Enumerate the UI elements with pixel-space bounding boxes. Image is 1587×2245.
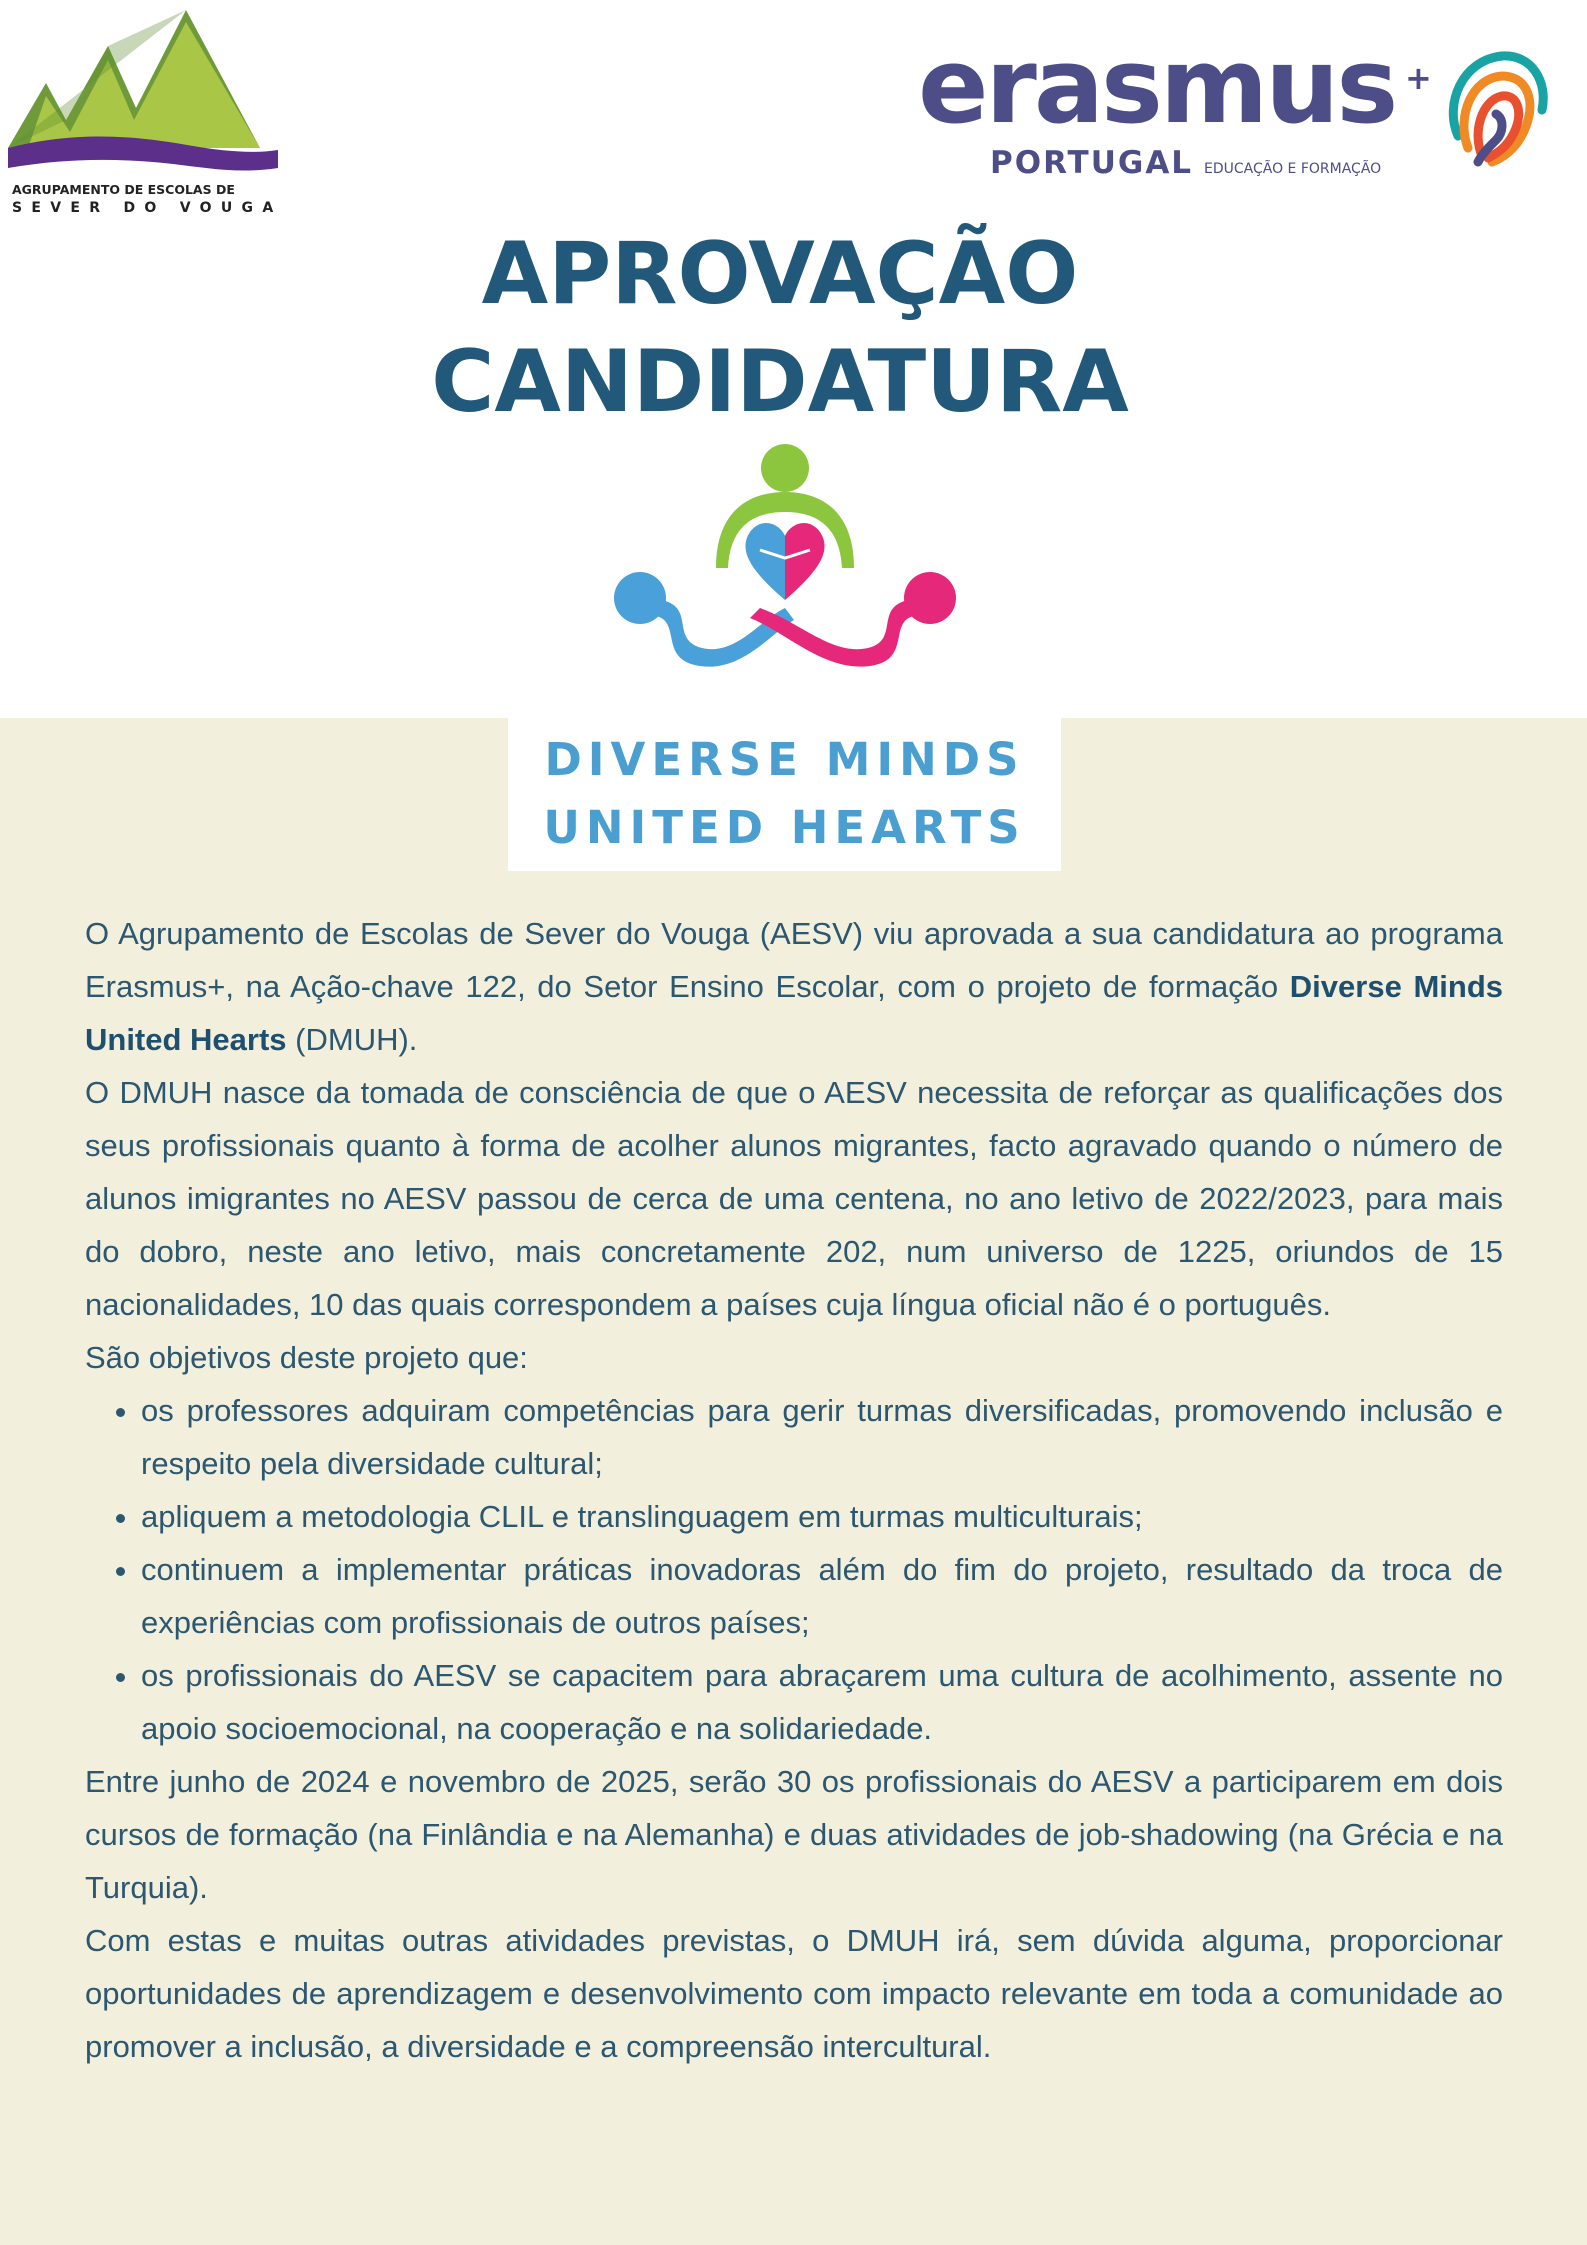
intro-text-a: O Agrupamento de Escolas de Sever do Vouga (AESV) viu aprovada a sua candidatura ao programa Erasmus+, na Ação-chave 122, do Setor Ensino Escolar, com o projeto de formação [85,916,1503,1004]
article-body [85,907,1503,2073]
objectives-list [85,1384,1503,1755]
erasmus-wordmark: erasmus [918,25,1396,147]
erasmus-country: PORTUGAL [990,145,1194,181]
school-name-line1: AGRUPAMENTO DE ESCOLAS DE [12,182,235,197]
list-item: • apliquem a metodologia CLIL e translinguagem em turmas multiculturais; [141,1490,1503,1543]
project-name-line2: UNITED HEARTS [543,801,1026,854]
list-item: • os profissionais do AESV se capacitem para abraçarem uma cultura de acolhimento, assente no apoio socioemocional, na cooperação e na solidariedade. [141,1649,1503,1755]
erasmus-logo [918,25,1558,192]
list-item: • os professores adquiram competências para gerir turmas diversificadas, promovendo inclusão e respeito pela diversidade cultural; [141,1384,1503,1490]
list-item: • continuem a implementar práticas inovadoras além do fim do projeto, resultado da troca de experiências com profissionais de outros países; [141,1543,1503,1649]
intro-text-b: (DMUH). [286,1022,418,1057]
school-logo [8,8,283,223]
paragraph-objectives-lead: São objetivos deste projeto que: [85,1340,528,1375]
title-line1: APROVAÇÃO [481,224,1079,324]
paragraph-context: O DMUH nasce da tomada de consciência de que o AESV necessita de reforçar as qualificações dos seus profissionais quanto à forma de acolher alunos migrantes, facto agravado quando o número de alunos imigrantes no AESV passou de cerca de uma centena, no ano letivo de 2022/2023, para mais do dobro, neste ano letivo, mais concretamente 202, num universo de 1225, oriundos de 15 nacionalidades, 10 das quais correspondem a países cuja língua oficial não é o português. [85,1075,1503,1322]
erasmus-tagline: EDUCAÇÃO E FORMAÇÃO [1204,161,1382,177]
title-line2: CANDIDATURA [431,332,1129,432]
paragraph-conclusion: Com estas e muitas outras atividades previstas, o DMUH irá, sem dúvida alguma, proporcionar oportunidades de aprendizagem e desenvolvimento com impacto relevante em toda a comunidade ao promover a inclusão, a diversidade e a compreensão intercultural. [85,1923,1503,2064]
project-name-bold: Diverse Minds United Hearts [85,969,1503,1057]
paragraph-intro [85,907,1503,1066]
erasmus-plus: + [1405,59,1432,97]
project-name-box [508,718,1061,871]
school-name-line2: SEVER DO VOUGA [12,199,283,216]
mountains-icon [8,8,278,183]
heart-people-icon [610,440,960,680]
erasmus-swirl-icon [1438,44,1550,174]
page-title [330,220,1230,436]
paragraph-schedule: Entre junho de 2024 e novembro de 2025, serão 30 os profissionais do AESV a participarem em dois cursos de formação (na Finlândia e na Alemanha) e duas atividades de job-shadowing (na Grécia e na Turquia). [85,1764,1503,1905]
school-name [12,184,288,215]
project-name-line1: DIVERSE MINDS [544,733,1025,786]
